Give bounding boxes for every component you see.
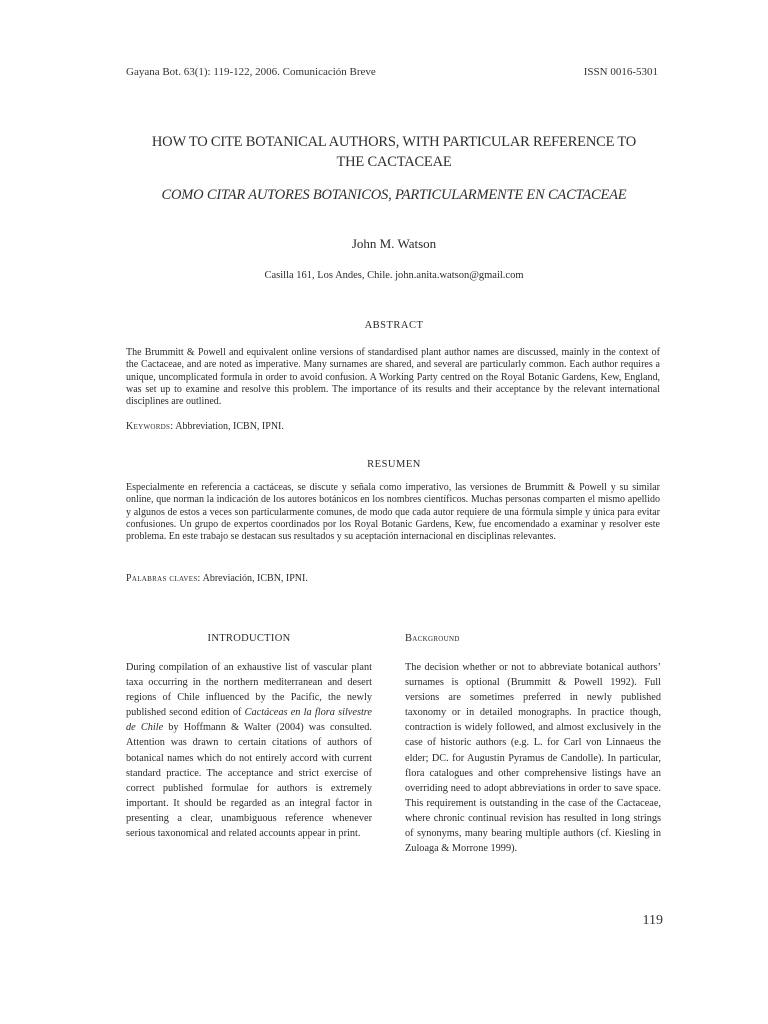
abstract-heading: ABSTRACT (364, 320, 424, 331)
background-text: The decision whether or not to abbreviate botanical authors’ surnames is optional (Brummitt & Powell 1992). Full versions are sometimes preferred in newly published taxonomy or in detailed monographs. In practice though, contraction is widely followed, and almost exclusively in the case of historic authors (e.g. L. for Carl von Linnaeus the elder; DC. for Augustin Pyramus de Candolle). In particular, flora catalogues and other comprehensive listings have an overriding need to adopt abbreviations in order to save space. This requirement is outstanding in the case of the Cactaceae, where chronic continual revision has resulted in long strings of synonyms, many bearing multiple authors (cf. Kiesling in Zuloaga & Morrone 1999). (405, 662, 661, 855)
journal-citation: Gayana Bot. 63(1): 119-122, 2006. Comunicación Breve (126, 66, 376, 78)
introduction-heading: INTRODUCTION (207, 633, 291, 644)
issn: ISSN 0016-5301 (583, 66, 658, 78)
page-number: 119 (642, 913, 663, 928)
author-affiliation: Casilla 161, Los Andes, Chile. john.anita.watson@gmail.com (264, 270, 524, 281)
spanish-title: COMO CITAR AUTORES BOTANICOS, PARTICULARMENTE EN CACTACEAE (161, 187, 627, 203)
background-heading: Background (405, 633, 460, 644)
keywords (126, 421, 284, 432)
article-title (110, 132, 678, 172)
palabras-claves-values: Abreviación, ICBN, IPNI. (202, 573, 308, 584)
introduction-text-part-2: by Hoffmann & Walter (2004) was consulted. Attention was drawn to certain citations of authors of botanical names which do not entirely accord with current standard practice. The acceptance and strict exercise of correct published formulae for authors is extremely important. It should be regarded as an integral factor in presenting a clear, unambiguous reference whenever serious taxonomical and related accounts appear in print. (126, 722, 372, 840)
introduction-text-part-1: During compilation of an exhaustive list of vascular plant taxa occurring in the northern mediterranean and desert regions of Chile influenced by the Pacific, the newly published second edition of (126, 662, 372, 719)
keywords-label: Keywords: (126, 421, 174, 432)
author-name: John M. Watson (351, 236, 437, 251)
title-line-2: THE CACTACEAE (336, 154, 452, 170)
resumen-heading: RESUMEN (367, 459, 421, 470)
palabras-claves-label: Palabras claves: (126, 573, 201, 584)
abstract-text: The Brummitt & Powell and equivalent online versions of standardised plant author names are discussed, mainly in the context of the Cactaceae, and are noted as imperative. Many surnames are shared, and several are particularly common. Each author requires a unique, uncomplicated formula in order to avoid confusion. A Working Party centred on the Royal Botanic Gardens, Kew, England, was set up to examine and resolve this problem. The importance of its results and their acceptance by the relevant international disciplines are outlined. (126, 347, 660, 408)
introduction-text (126, 660, 372, 841)
keywords-values: Abbreviation, ICBN, IPNI. (175, 421, 284, 432)
palabras-claves (126, 573, 308, 584)
title-line-1: HOW TO CITE BOTANICAL AUTHORS, WITH PARTICULAR REFERENCE TO (151, 134, 637, 150)
book-title-italic: Cactáceas en la flora silvestre de Chile (126, 707, 373, 734)
resumen-text: Especialmente en referencia a cactáceas, se discute y señala como imperativo, las versiones de Brummitt & Powell y su similar online, que norman la indicación de los autores botánicos en los nombres científicos. Muchas personas comparten el mismo apellido y algunos de estos a veces son particularmente comunes, de modo que cada autor requiere de una fórmula simple y única para evitar confusiones. Un grupo de expertos coordinados por los Royal Botanic Gardens, Kew, fue encomendado a examinar y resolver este problema. En este trabajo se destacan sus resultados y su aceptación internacional en disciplinas relevantes. (126, 482, 660, 543)
